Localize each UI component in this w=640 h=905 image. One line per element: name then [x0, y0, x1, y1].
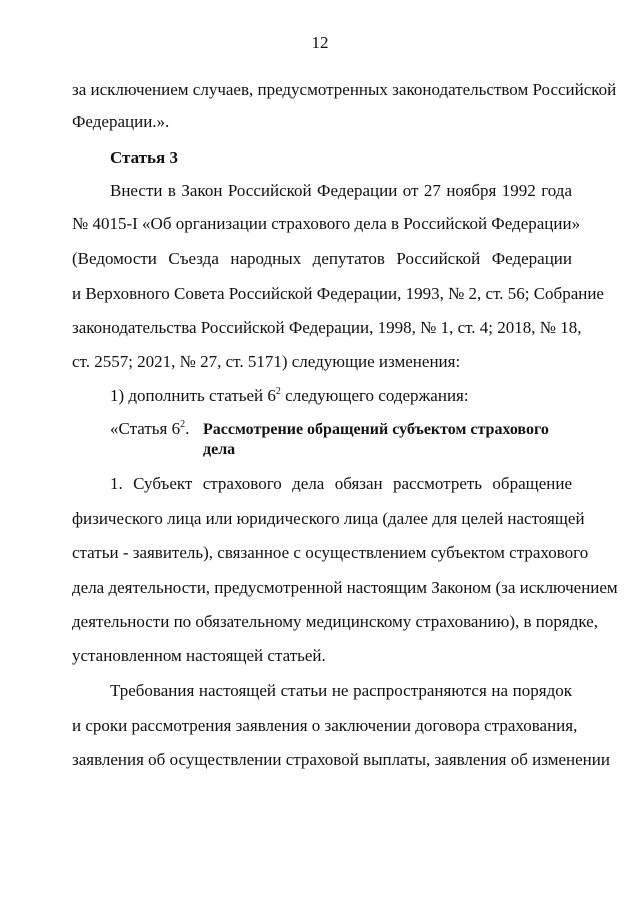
amendment-item-suffix: следующего содержания: — [280, 386, 469, 405]
text-line: Внести в Закон Российской Федерации от 27 ноября 1992 года — [110, 181, 572, 200]
new-article-label — [110, 419, 189, 439]
new-article-label-suffix: . — [185, 419, 190, 438]
text-line: законодательства Российской Федерации, 1998, № 1, ст. 4; 2018, № 18, — [72, 318, 582, 337]
text-line: заявления об осуществлении страховой выплаты, заявления об изменении — [72, 750, 610, 769]
text-line: физического лица или юридического лица (далее для целей настоящей — [72, 509, 585, 528]
amendment-item — [110, 386, 610, 406]
new-article-label-prefix: «Статья 6 — [110, 419, 181, 438]
text-line: № 4015-I «Об организации страхового дела в Российской Федерации» — [72, 214, 581, 233]
article-heading: Статья 3 — [110, 148, 178, 167]
amendment-item-sup: 2 — [275, 386, 281, 397]
text-line: Требования настоящей статьи не распространяются на порядок — [110, 681, 572, 700]
amendment-item-prefix: 1) дополнить статьей 6 — [110, 386, 276, 405]
text-line: 1. Субъект страхового дела обязан рассмотреть обращение — [110, 474, 572, 493]
text-line: дела деятельности, предусмотренной настоящим Законом (за исключением — [72, 578, 618, 597]
page-number: 12 — [311, 33, 329, 52]
text-line: статьи - заявитель), связанное с осуществлением субъектом страхового — [72, 543, 589, 562]
text-line: и Верховного Совета Российской Федерации, 1993, № 2, ст. 56; Собрание — [72, 284, 604, 303]
text-line: деятельности по обязательному медицинскому страхованию), в порядке, — [72, 612, 598, 631]
text-line: за исключением случаев, предусмотренных законодательством Российской — [72, 80, 617, 99]
text-line: ст. 2557; 2021, № 27, ст. 5171) следующие изменения: — [72, 352, 461, 371]
new-article-label-sup: 2 — [180, 419, 186, 430]
new-article-title-line2: дела — [203, 441, 236, 458]
text-line: установленном настоящей статьей. — [72, 646, 326, 665]
text-line: Федерации.». — [72, 112, 170, 131]
text-line: и сроки рассмотрения заявления о заключении договора страхования, — [72, 716, 578, 735]
new-article-title-line1: Рассмотрение обращений субъектом страхового — [203, 421, 549, 438]
text-line: (Ведомости Съезда народных депутатов Российской Федерации — [72, 249, 572, 268]
